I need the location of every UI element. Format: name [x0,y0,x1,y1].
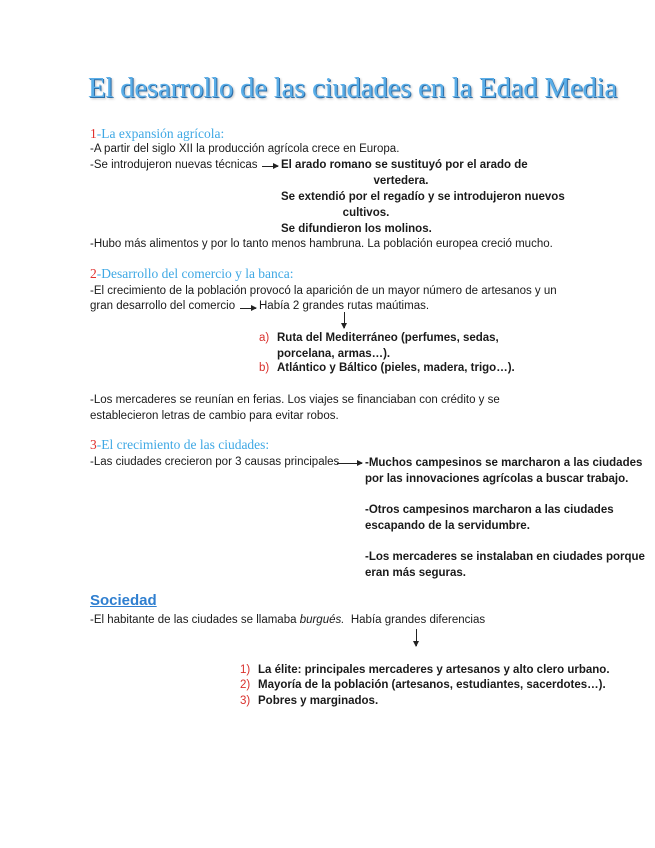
section-2-title: -Desarrollo del comercio y la banca: [96,266,294,281]
route-b-marker: b) [259,362,270,374]
society-item-1: La élite: principales mercaderes y artesanos y alto clero urbano. [258,664,610,676]
society-line-post: Había grandes diferencias [344,614,486,626]
document-title: El desarrollo de las ciudades en la Edad Media [88,72,617,104]
society-item-3-marker: 3) [240,695,251,707]
cause-2a: -Otros campesinos marcharon a las ciudades [365,504,614,516]
sec2-line2b: Había 2 grandes rutas maútimas. [259,300,430,312]
section-3-heading [90,437,269,453]
society-line [90,612,485,628]
sec2-line1: -El crecimiento de la población provocó la aparición de un mayor número de artesanos y un [90,285,557,297]
sec1-line2: -Se introdujeron nuevas técnicas [90,159,258,171]
technique-2b: cultivos. [342,207,390,219]
section-1-heading [90,126,224,142]
section-1-number: 1 [90,126,97,141]
cause-1b: por las innovaciones agrícolas a buscar trabajo. [365,473,629,485]
route-a-line2: porcelana, armas…). [277,348,391,360]
cause-2b: escapando de la servidumbre. [365,520,530,532]
sec2-line4: establecieron letras de cambio para evitar robos. [90,410,339,422]
society-heading: Sociedad [90,592,157,609]
society-item-3: Pobres y marginados. [258,695,379,707]
section-1-title: -La expansión agrícola: [96,126,225,141]
technique-1b: vertedera. [373,175,429,187]
section-3-title: -El crecimiento de las ciudades: [96,437,270,452]
sec1-line1: -A partir del siglo XII la producción agrícola crece en Europa. [90,143,400,155]
section-2-number: 2 [90,266,97,281]
section-2-heading [90,266,294,282]
technique-1a: El arado romano se sustituyó por el arado de [281,159,528,171]
sec2-line2: gran desarrollo del comercio [90,300,236,312]
cause-3b: eran más seguras. [365,567,467,579]
sec3-line1: -Las ciudades crecieron por 3 causas principales [90,456,340,468]
technique-3: Se difundieron los molinos. [281,223,432,235]
arrow-down-icon [416,629,417,646]
society-item-2-marker: 2) [240,679,251,691]
cause-3a: -Los mercaderes se instalaban en ciudades porque [365,551,645,563]
society-item-1-marker: 1) [240,664,251,676]
section-3-number: 3 [90,437,97,452]
arrow-right-icon [337,463,362,464]
arrow-right-icon [240,308,256,309]
cause-1a: -Muchos campesinos se marcharon a las ciudades [365,457,643,469]
route-a-marker: a) [259,332,270,344]
society-line-pre: -El habitante de las ciudades se llamaba [90,614,300,626]
sec1-line3: -Hubo más alimentos y por lo tanto menos hambruna. La población europea creció mucho. [90,238,553,250]
sec2-line3: -Los mercaderes se reunían en ferias. Los viajes se financiaban con crédito y se [90,394,500,406]
burgues-term: burgués. [299,614,345,626]
route-a-line1: Ruta del Mediterráneo (perfumes, sedas, [277,332,499,344]
technique-2a: Se extendió por el regadío y se introdujeron nuevos [281,191,565,203]
arrow-down-icon [344,312,345,328]
society-item-2: Mayoría de la población (artesanos, estudiantes, sacerdotes…). [258,679,606,691]
route-b: Atlántico y Báltico (pieles, madera, trigo…). [277,362,515,374]
arrow-right-icon [262,166,278,167]
